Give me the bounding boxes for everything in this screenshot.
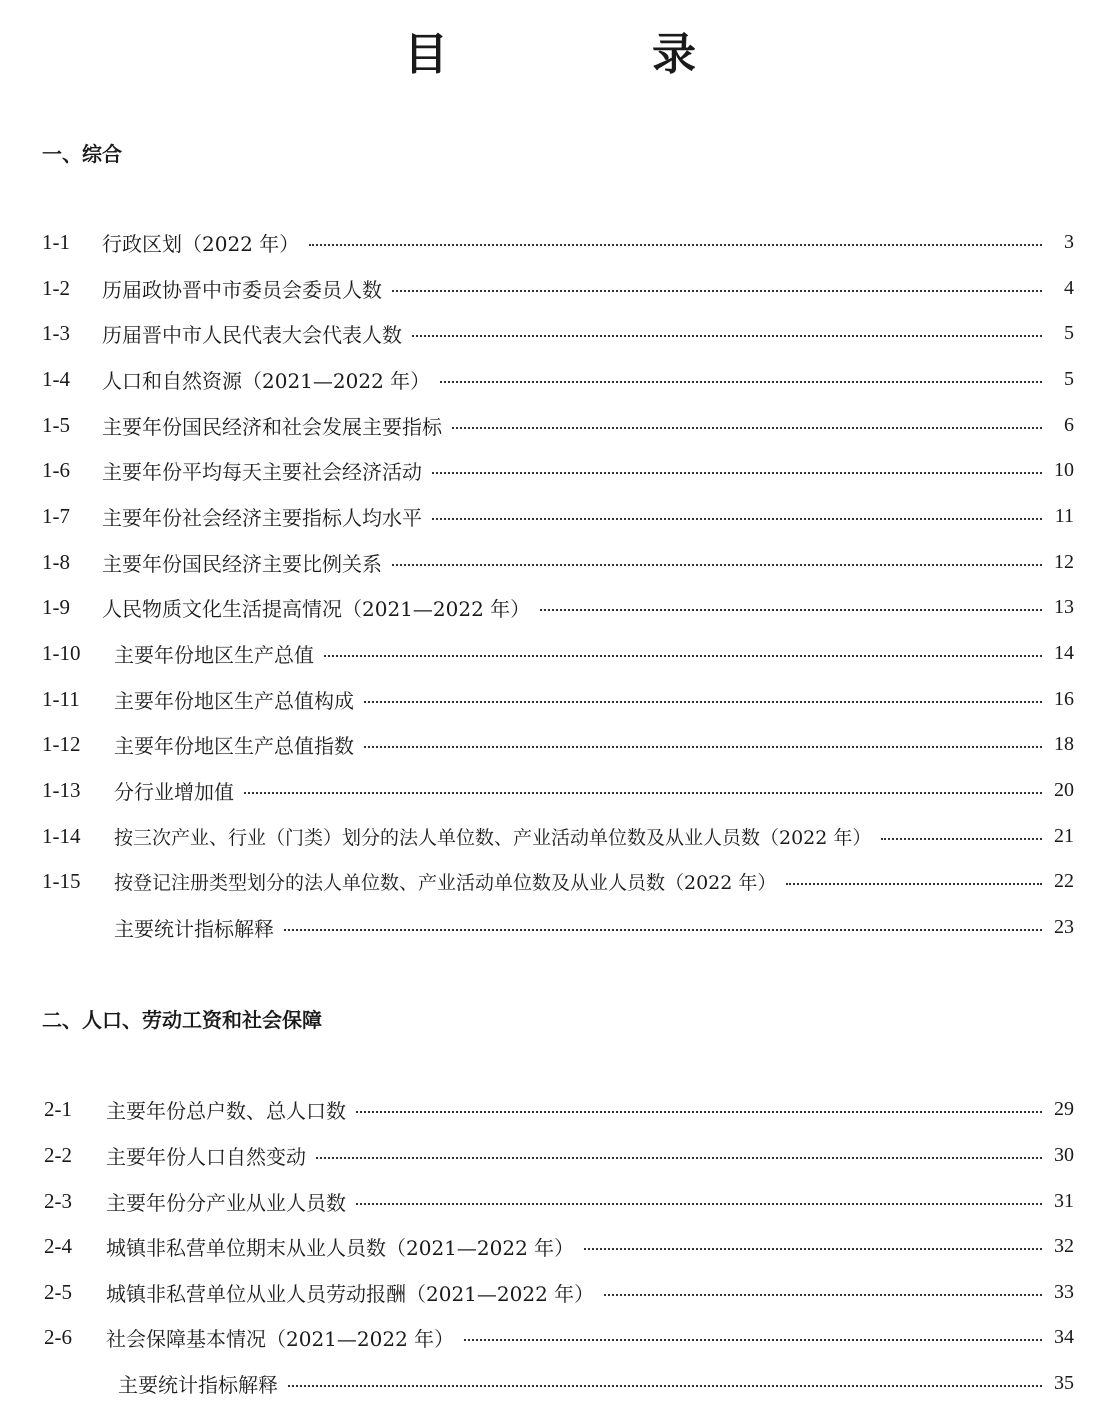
toc-entry[interactable] — [42, 318, 1074, 348]
toc-entry[interactable] — [44, 1186, 1074, 1216]
toc-entry[interactable] — [42, 501, 1074, 531]
dot-leader — [540, 609, 1042, 611]
toc-entry-number: 2-2 — [44, 1142, 72, 1167]
toc-entry-number: 1-14 — [42, 823, 81, 848]
toc-entry[interactable] — [42, 866, 1074, 896]
toc-entry-number: 1-10 — [42, 640, 81, 665]
toc-entry[interactable] — [42, 227, 1074, 257]
toc-entry-title: 主要年份分产业从业人员数 — [106, 1190, 346, 1215]
dot-leader — [244, 792, 1042, 794]
toc-entry-title: 城镇非私营单位从业人员劳动报酬（2021—2022 年） — [106, 1281, 595, 1306]
toc-entry-number: 2-4 — [44, 1233, 72, 1258]
toc-entry-page: 18 — [1054, 732, 1074, 755]
toc-entry-title: 分行业增加值 — [114, 779, 234, 804]
dot-leader — [464, 1339, 1042, 1341]
toc-entry[interactable] — [42, 273, 1074, 303]
toc-entry-title: 主要年份国民经济主要比例关系 — [102, 551, 382, 576]
toc-entry-number: 1-9 — [42, 594, 70, 619]
page-title: 目 录 — [404, 29, 776, 80]
dot-leader — [432, 518, 1042, 520]
toc-entry-number: 2-1 — [44, 1096, 72, 1121]
toc-entry-page: 6 — [1064, 413, 1074, 436]
toc-entry-page: 10 — [1054, 458, 1074, 481]
toc-entry-title: 行政区划（2022 年） — [102, 231, 300, 256]
toc-entry-number: 1-3 — [42, 320, 70, 345]
toc-entry[interactable] — [44, 1231, 1074, 1261]
toc-entry-title: 主要年份地区生产总值 — [114, 642, 314, 667]
toc-entry-title: 主要统计指标解释 — [118, 1372, 278, 1397]
dot-leader — [604, 1294, 1042, 1296]
toc-entry[interactable] — [42, 775, 1074, 805]
toc-entry[interactable] — [44, 1140, 1074, 1170]
toc-entry-page: 31 — [1054, 1189, 1074, 1212]
toc-entry-number: 1-15 — [42, 868, 81, 893]
toc-entry-page: 4 — [1064, 276, 1074, 299]
dot-leader — [309, 244, 1042, 246]
dot-leader — [881, 838, 1042, 840]
dot-leader — [392, 564, 1042, 566]
toc-entry-title: 历届晋中市人民代表大会代表人数 — [102, 322, 402, 347]
dot-leader — [356, 1203, 1042, 1205]
toc-entry-number: 1-4 — [42, 366, 70, 391]
toc-entry[interactable] — [44, 1322, 1074, 1352]
toc-entry[interactable] — [42, 410, 1074, 440]
toc-entry-number: 1-5 — [42, 412, 70, 437]
toc-entry-title: 人民物质文化生活提高情况（2021—2022 年） — [102, 596, 531, 621]
toc-entry-title: 人口和自然资源（2021—2022 年） — [102, 368, 431, 393]
toc-entry-page: 20 — [1054, 778, 1074, 801]
toc-entry-page: 11 — [1054, 504, 1074, 527]
toc-entry-title: 主要年份人口自然变动 — [106, 1144, 306, 1169]
toc-entry-page: 14 — [1054, 641, 1074, 664]
dot-leader — [284, 929, 1042, 931]
toc-entry[interactable] — [42, 638, 1074, 668]
toc-entry[interactable] — [42, 455, 1074, 485]
toc-entry-title: 历届政协晋中市委员会委员人数 — [102, 277, 382, 302]
toc-entry-page: 5 — [1064, 367, 1074, 390]
dot-leader — [364, 746, 1042, 748]
toc-entry-page: 13 — [1054, 595, 1074, 618]
dot-leader — [356, 1111, 1042, 1113]
toc-entry-title: 主要年份平均每天主要社会经济活动 — [102, 459, 422, 484]
toc-entry[interactable] — [42, 684, 1074, 714]
toc-entry[interactable] — [44, 1277, 1074, 1307]
toc-entry-title: 主要统计指标解释 — [114, 916, 274, 941]
toc-entry-title: 按登记注册类型划分的法人单位数、产业活动单位数及从业人员数（2022 年） — [114, 871, 777, 894]
section-heading-population: 二、人口、劳动工资和社会保障 — [42, 1008, 322, 1032]
toc-entry-number: 2-5 — [44, 1279, 72, 1304]
toc-entry-title: 主要年份地区生产总值构成 — [114, 688, 354, 713]
toc-entry[interactable] — [42, 547, 1074, 577]
toc-entry-number: 1-1 — [42, 229, 70, 254]
toc-entry-page: 23 — [1054, 915, 1074, 938]
toc-entry-indicator-notes[interactable] — [42, 912, 1074, 942]
toc-entry-title: 主要年份社会经济主要指标人均水平 — [102, 505, 422, 530]
toc-entry-indicator-notes[interactable] — [44, 1368, 1074, 1398]
toc-entry-number: 1-13 — [42, 777, 81, 802]
toc-entry-title: 主要年份总户数、总人口数 — [106, 1098, 346, 1123]
dot-leader — [392, 290, 1042, 292]
dot-leader — [584, 1248, 1042, 1250]
toc-entry-title: 按三次产业、行业（门类）划分的法人单位数、产业活动单位数及从业人员数（2022 年） — [114, 826, 872, 849]
toc-entry-page: 35 — [1054, 1371, 1074, 1394]
toc-entry-number: 2-3 — [44, 1188, 72, 1213]
toc-entry-page: 21 — [1054, 824, 1074, 847]
toc-entry-number: 1-2 — [42, 275, 70, 300]
dot-leader — [288, 1385, 1042, 1387]
toc-entry-page: 22 — [1054, 869, 1074, 892]
toc-entry-title: 主要年份国民经济和社会发展主要指标 — [102, 414, 442, 439]
toc-entry[interactable] — [42, 364, 1074, 394]
toc-entry-page: 29 — [1054, 1097, 1074, 1120]
toc-entry-page: 32 — [1054, 1234, 1074, 1257]
dot-leader — [440, 381, 1042, 383]
toc-entry-number: 1-6 — [42, 457, 70, 482]
toc-entry-page: 3 — [1064, 230, 1074, 253]
dot-leader — [786, 883, 1042, 885]
dot-leader — [452, 427, 1042, 429]
toc-entry-page: 12 — [1054, 550, 1074, 573]
dot-leader — [364, 701, 1042, 703]
toc-entry-title: 城镇非私营单位期末从业人员数（2021—2022 年） — [106, 1235, 575, 1260]
dot-leader — [412, 335, 1042, 337]
toc-entry-page: 16 — [1054, 687, 1074, 710]
toc-entry-page: 5 — [1064, 321, 1074, 344]
toc-entry[interactable] — [42, 821, 1074, 851]
toc-entry-page: 34 — [1054, 1325, 1074, 1348]
toc-entry-title: 主要年份地区生产总值指数 — [114, 733, 354, 758]
toc-entry-title: 社会保障基本情况（2021—2022 年） — [106, 1326, 455, 1351]
dot-leader — [316, 1157, 1042, 1159]
toc-entry-number: 1-11 — [42, 686, 80, 711]
toc-entry-page: 30 — [1054, 1143, 1074, 1166]
toc-entry[interactable] — [42, 729, 1074, 759]
toc-entry-number: 2-6 — [44, 1324, 72, 1349]
toc-entry-number: 1-12 — [42, 731, 81, 756]
toc-entry-page: 33 — [1054, 1280, 1074, 1303]
dot-leader — [432, 472, 1042, 474]
toc-entry[interactable] — [42, 592, 1074, 622]
toc-entry[interactable] — [44, 1094, 1074, 1124]
dot-leader — [324, 655, 1042, 657]
toc-entry-number: 1-8 — [42, 549, 70, 574]
section-heading-general: 一、综合 — [42, 142, 122, 166]
toc-entry-number: 1-7 — [42, 503, 70, 528]
